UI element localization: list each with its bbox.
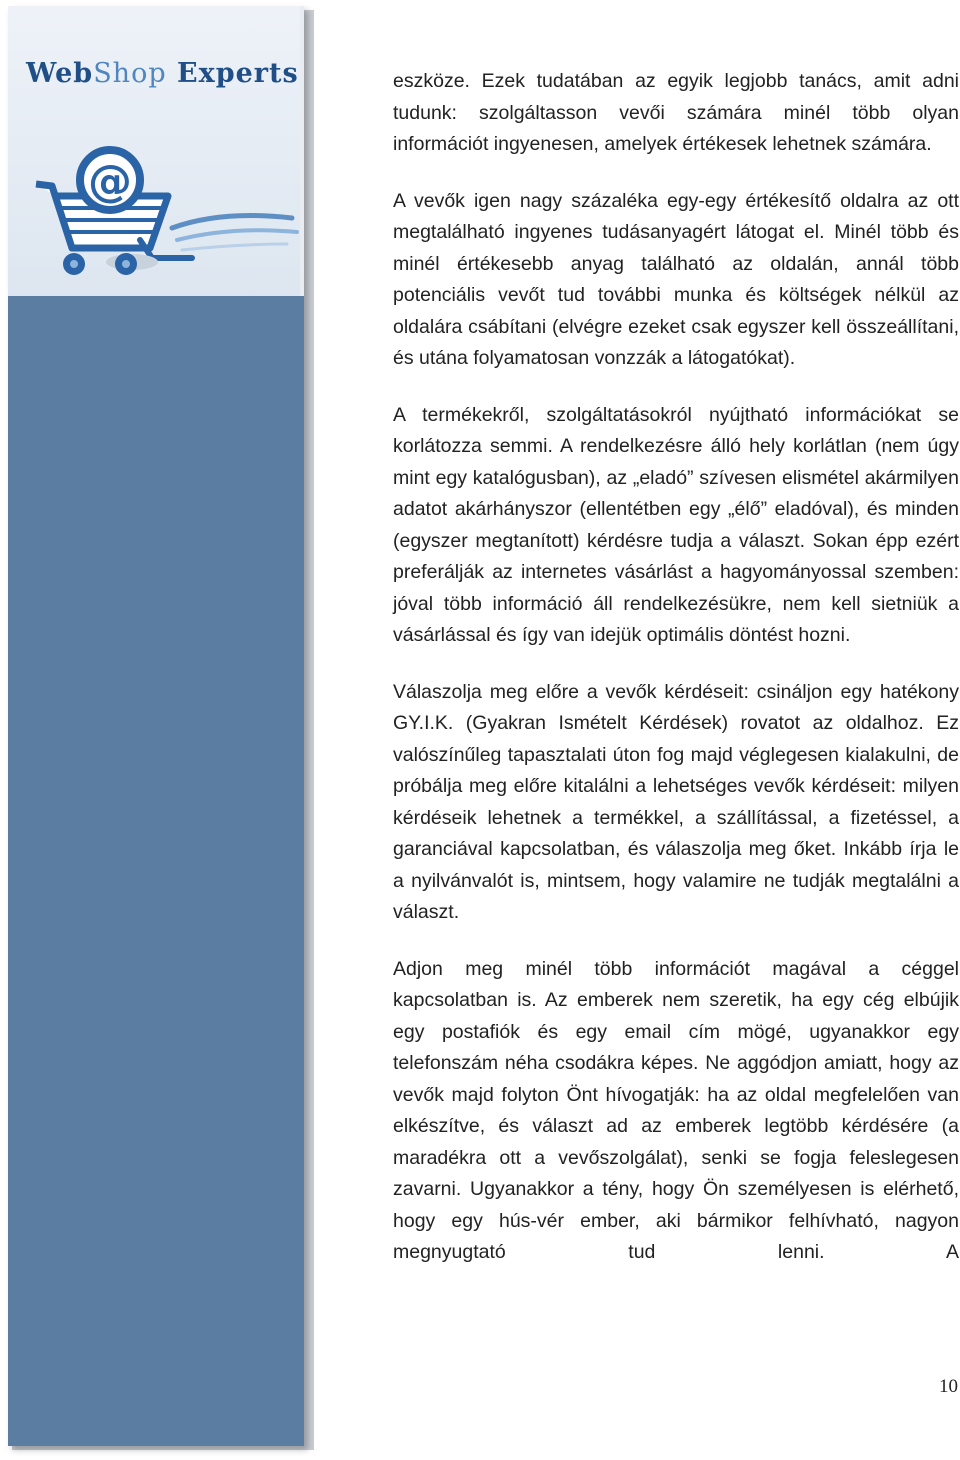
logo-title-experts: Experts	[177, 58, 299, 89]
logo-title	[26, 58, 299, 89]
logo-panel	[8, 6, 304, 296]
paragraph-2: A vevők igen nagy százaléka egy-egy értékesítő oldalra az ott megtalálható ingyenes tudásanyagért látogat el. Minél több és minél értékesebb anyag található az oldalán, annál több potenciális vevőt tud további munka és költségek nélkül az oldalára csábítani (elvégre ezeket csak egyszer kell összeállítani, és utána folyamatosan vonzzák a látogatókat).	[393, 189, 959, 369]
paragraph-1: eszköze. Ezek tudatában az egyik legjobb tanács, amit adni tudunk: szolgáltasson vevői számára minél több olyan információt ingyenesen, amelyek értékesek lehetnek számára.	[393, 70, 959, 155]
article-body	[393, 66, 959, 1269]
shopping-cart-at-icon	[22, 140, 302, 290]
paragraph-4: Válaszolja meg előre a vevők kérdéseit: csináljon egy hatékony GY.I.K. (Gyakran Ismételt Kérdések) rovatot az oldalhoz. Ez valószínűleg tapasztalati úton fog majd véglegesen kialakulni, de próbálja meg előre kitalálni a lehetséges vevők kérdéseit: milyen kérdéseik lehetnek a termékkel, a szállítással, a fizetéssel, a garanciával kapcsolatban, és válaszolja meg őket. Inkább írja le a nyilvánvalót is, mintsem, hogy valamire ne tudják megtalálni a választ.	[393, 680, 959, 923]
svg-text:@: @	[88, 156, 132, 207]
paragraph-3: A termékekről, szolgáltatásokról nyújtható információkat se korlátozza semmi. A rendelkezésre álló hely korlátlan (nem úgy mint egy katalógusban), az „eladó” szívesen elismétel akármilyen adatot akárhányszor (ellentétben egy „élő” eladóval), és minden (egyszer megtanított) kérdésre tudja a választ. Sokan épp ezért preferálják az internetes vásárlást a hagyományossal szemben: jóval több információ áll rendelkezésükre, nem kell sietniük a vásárlással és így van idejük optimális döntést hozni.	[393, 403, 959, 646]
paragraph-5: Adjon meg minél több információt magával a céggel kapcsolatban is. Az emberek nem szeretik, ha egy cég elbújik egy postafiók és egy email cím mögé, ugyanakkor egy telefonszám néha csodákra képes. Ne aggódjon amiatt, hogy az vevők majd folyton Önt hívogatják: ha az oldal megfelelően van elkészítve, és választ ad az emberek legtöbb kérdésére (a maradékra ott a vevőszolgálat), senki se fogja feleslegesen zavarni. Ugyanakkor a tény, hogy Ön személyesen is elérhető, hogy egy hús-vér ember, aki bármikor felhívható, nagyon megnyugtató tud lenni. A	[393, 957, 959, 1263]
page-number: 10	[939, 1376, 958, 1397]
logo-title-web: Web	[26, 58, 94, 89]
logo-title-shop: Shop	[93, 58, 167, 89]
sidebar	[8, 6, 304, 1446]
